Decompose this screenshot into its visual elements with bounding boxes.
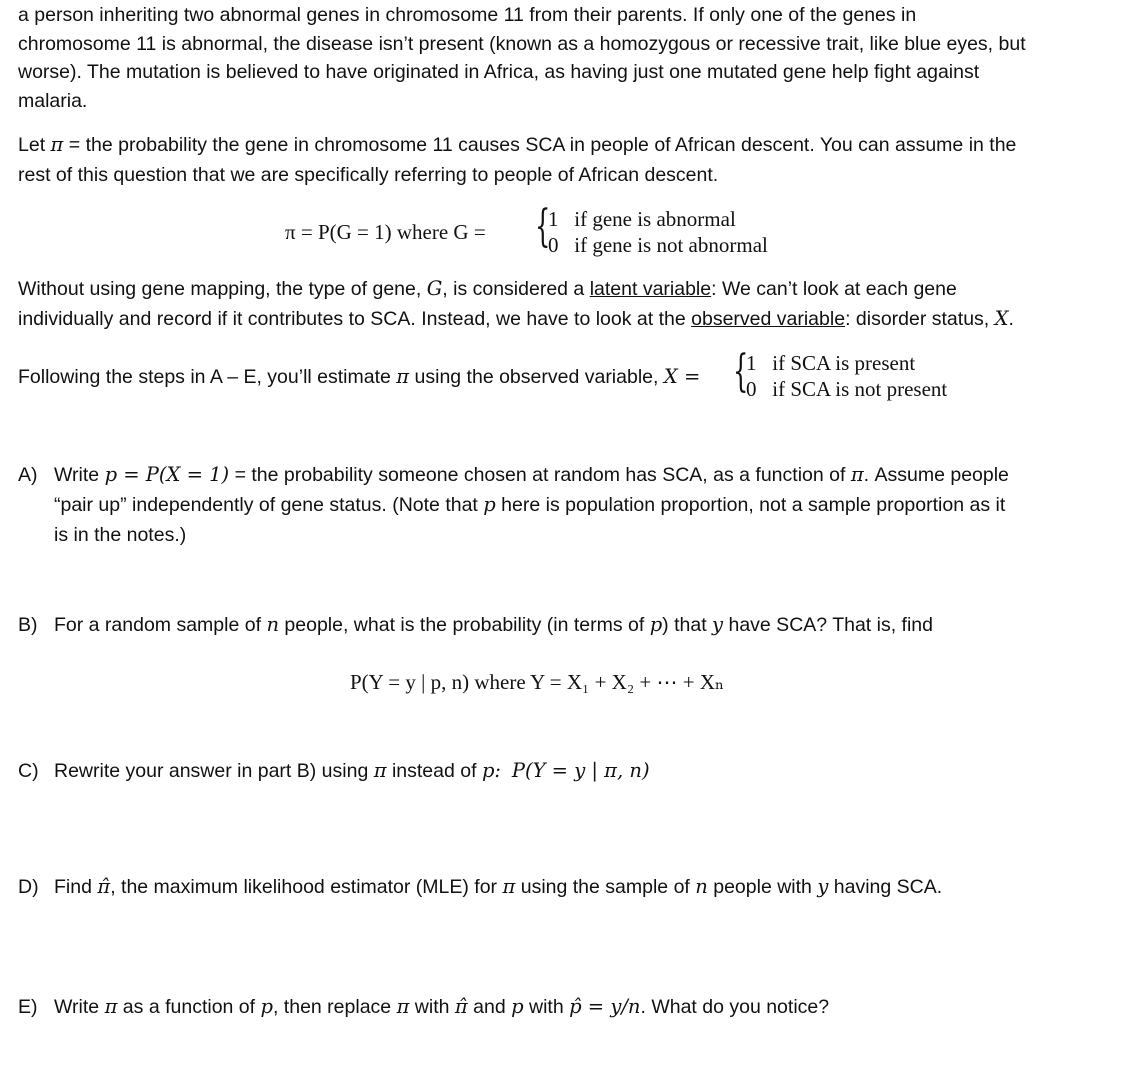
question-c-line: Rewrite your answer in part B) using π instead of p: P(Y = y | π, n)	[54, 759, 650, 782]
x-case-0: 0 if SCA is not present	[746, 377, 948, 401]
following-line: Following the steps in A – E, you’ll estimate π using the observed variable, X =	[18, 365, 701, 388]
intro-line-1: a person inheriting two abnormal genes in chromosome 11 from their parents. If only one of the genes in	[18, 4, 917, 26]
question-e-label: E)	[18, 996, 38, 1018]
question-d-line: Find π̂, the maximum likelihood estimator (MLE) for π using the sample of n people with y having SCA.	[54, 875, 943, 898]
g-case-1: 1 if gene is abnormal	[548, 207, 736, 231]
question-d-label: D)	[18, 876, 39, 898]
intro-line-3: worse). The mutation is believed to have originated in Africa, as having just one mutated gene help fight against	[18, 61, 980, 83]
observed-variable-term: observed variable	[691, 308, 846, 330]
g-definition-brace: {	[535, 201, 551, 252]
question-a-line-2: “pair up” independently of gene status. (Note that p here is population proportion, not a sample proportion as it	[54, 493, 1006, 516]
question-b-line-1: For a random sample of n people, what is the probability (in terms of p) that y have SCA? That is, find	[54, 613, 933, 636]
question-b-label: B)	[18, 614, 38, 636]
x-case-1: 1 if SCA is present	[746, 351, 916, 375]
intro-line-4: malaria.	[18, 90, 88, 112]
question-b-equation: P(Y = y | p, n) where Y = X₁ + X₂ + ⋯ + Xₙ	[350, 670, 725, 694]
question-a-label: A)	[18, 464, 38, 486]
latent-variable-term: latent variable	[589, 278, 712, 300]
latent-line-2: individually and record if it contributes to SCA. Instead, we have to look at the observed variable: disorder status, X.	[18, 307, 1014, 330]
let-line-2: rest of this question that we are specifically referring to people of African descent.	[18, 164, 719, 186]
x-definition-brace: {	[733, 346, 749, 397]
g-case-0: 0 if gene is not abnormal	[548, 233, 768, 257]
question-a-line-3: is in the notes.)	[54, 524, 187, 546]
question-c-label: C)	[18, 760, 39, 782]
question-e-line: Write π as a function of p, then replace π with π̂ and p with p̂ = y/n. What do you notice?	[54, 995, 830, 1018]
latent-line-1: Without using gene mapping, the type of gene, G, is considered a latent variable: We can’t look at each gene	[18, 277, 957, 300]
let-line-1: Let π = the probability the gene in chromosome 11 causes SCA in people of African descent. You can assume in the	[18, 133, 1017, 156]
intro-line-2: chromosome 11 is abnormal, the disease isn’t present (known as a homozygous or recessive trait, like blue eyes, but	[18, 33, 1026, 55]
g-definition-lhs: π = P(G = 1) where G =	[285, 220, 486, 244]
question-a-line-1: Write p = P(X = 1) = the probability someone chosen at random has SCA, as a function of π. Assume people	[54, 463, 1009, 486]
